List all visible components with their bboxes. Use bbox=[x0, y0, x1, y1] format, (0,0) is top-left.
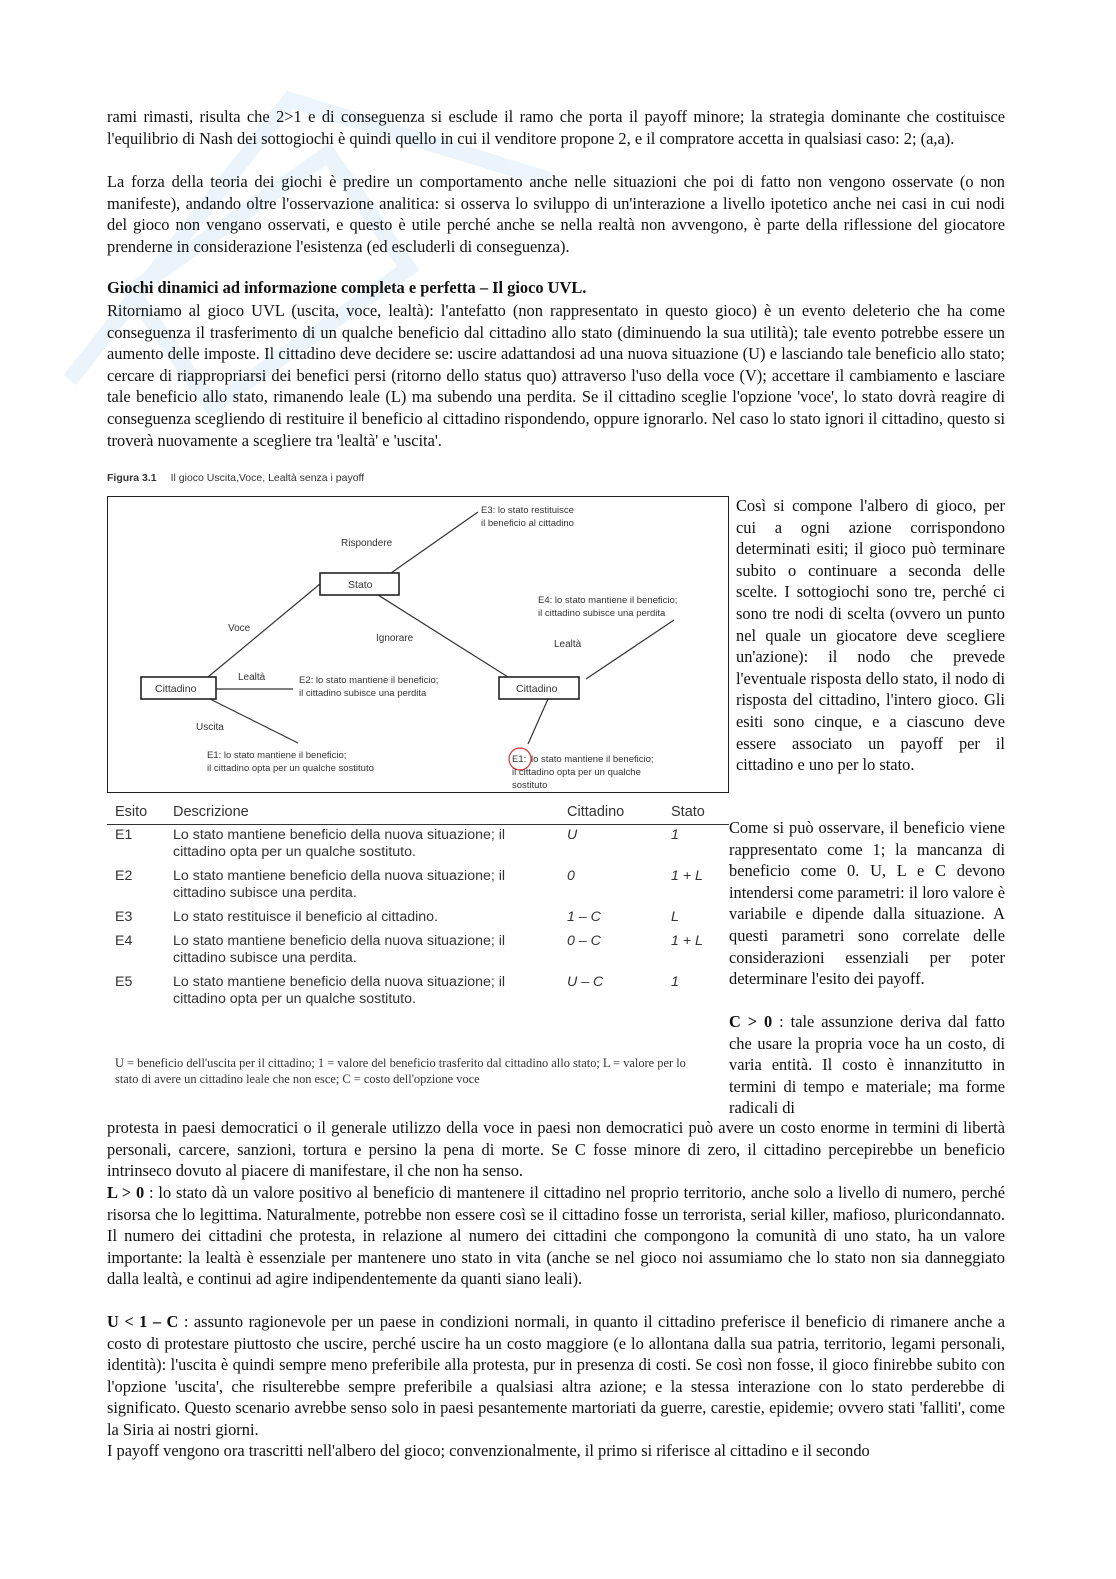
row-cittadino: 0 – C bbox=[567, 933, 601, 949]
row-cittadino: 1 – C bbox=[567, 909, 601, 925]
edge-uscita-1-label: Uscita bbox=[196, 722, 224, 733]
table-row bbox=[107, 825, 729, 867]
edge-ignorare-label: Ignorare bbox=[376, 633, 414, 644]
header-descrizione: Descrizione bbox=[173, 804, 249, 820]
edge-lealta-1-label: Lealtà bbox=[238, 672, 266, 683]
row-descrizione: Lo stato mantiene beneficio della nuova situazione; il cittadino opta per un qualche sostituto. bbox=[173, 974, 506, 1007]
assumption-u-label: U < 1 – C bbox=[107, 1312, 179, 1331]
table-row bbox=[107, 972, 729, 1013]
outcome-e5-line2: il cittadino opta per un qualche bbox=[512, 767, 641, 778]
outcome-e4-line1: E4: lo stato mantiene il beneficio; bbox=[538, 595, 678, 606]
header-stato: Stato bbox=[671, 804, 705, 820]
outcome-e2-line1: E2: lo stato mantiene il beneficio; bbox=[299, 675, 439, 686]
outcome-e5-line3: sostituto bbox=[512, 780, 548, 791]
table-row bbox=[107, 866, 729, 907]
outcome-e5-line1: lo stato mantiene il beneficio; bbox=[531, 754, 654, 765]
row-stato: 1 + L bbox=[671, 868, 703, 884]
side-paragraph-tree: Così si compone l'albero di gioco, per cui a ogni azione corrispondono determinati esiti; il gioco può terminare subito o continuare a seconda delle scelte. I sottogiochi sono tre, perché ci sono tre nodi di scelta (ovvero un punto nel quale un giocatore deve scegliere un'azione): il nodo che prevede l'eventuale risposta dello stato, il nodo di risposta del cittadino, l'intero gioco. Gli esiti sono cinque, e a ciascuno deve essere associato un payoff per il cittadino e uno per lo stato. bbox=[736, 496, 1005, 775]
header-cittadino: Cittadino bbox=[567, 804, 625, 820]
edge-uscita-1 bbox=[208, 698, 298, 743]
figure-caption bbox=[107, 472, 364, 484]
outcome-e4-line2: il cittadino subisce una perdita bbox=[538, 608, 666, 619]
figure-caption-text: Il gioco Uscita,Voce, Lealtà senza i payoff bbox=[170, 472, 365, 484]
assumption-c-label: C > 0 bbox=[729, 1012, 773, 1031]
edge-voce-label: Voce bbox=[228, 623, 251, 634]
row-esito: E5 bbox=[115, 974, 133, 990]
row-descrizione: Lo stato mantiene beneficio della nuova situazione; il cittadino subisce una perdita. bbox=[173, 868, 506, 901]
edge-voce bbox=[208, 584, 320, 677]
edge-uscita-2 bbox=[528, 699, 548, 744]
outcome-e2-line2: il cittadino subisce una perdita bbox=[299, 688, 427, 699]
header-esito: Esito bbox=[115, 804, 148, 820]
outcome-e1-line1: E1: lo stato mantiene il beneficio; bbox=[207, 750, 347, 761]
paragraph-assumption-u bbox=[107, 1311, 1005, 1441]
section-heading: Giochi dinamici ad informazione completa e perfetta – Il gioco UVL. bbox=[107, 278, 587, 297]
table-legend: U = beneficio dell'uscita per il cittadino; 1 = valore del beneficio trasferito dal cittadino allo stato; L = valore per lo stato di avere un cittadino leale che non esce; C = costo dell'opzione voce bbox=[115, 1056, 686, 1086]
row-stato: 1 bbox=[671, 974, 679, 990]
row-descrizione: Lo stato mantiene beneficio della nuova situazione; il cittadino opta per un qualche sostituto. bbox=[173, 827, 506, 860]
game-tree-svg bbox=[108, 497, 728, 792]
paragraph-intro: rami rimasti, risulta che 2>1 e di conseguenza si esclude il ramo che porta il payoff minore; la strategia dominante che costituisce l'equilibrio di Nash dei sottogiochi è quindi quello in cui il venditore propone 2, e il compratore accetta in qualsiasi caso: 2; (a,a). bbox=[107, 107, 1005, 148]
table-row bbox=[107, 931, 729, 972]
assumption-c-text: : tale assunzione deriva dal fatto che usare la propria voce ha un costo, di varia entità. Il costo è innanzitutto in termini di tempo e materiale; ma forme radicali di bbox=[729, 1012, 1005, 1118]
assumption-l-text: : lo stato dà un valore positivo al beneficio di mantenere il cittadino nel proprio territorio, anche solo a livello di numero, perché risorsa che lo legittima. Naturalmente, potrebbe non essere così se il cittadino fosse un terrorista, serial killer, mafioso, pluricondannato. Il numero dei cittadini che protesta, in relazione al numero dei cittadini che compongono la comunità di uno stato, ha un valore importante: la lealtà è essenziale per mantenere uno stato in vita (anche se nel gioco noi assumiamo che lo stato non sia danneggiato dalla lealtà, e continui ad agire indipendentemente da quanti siano leali). bbox=[107, 1183, 1005, 1289]
outcomes-table bbox=[107, 800, 729, 1013]
node-cittadino-2-label: Cittadino bbox=[516, 683, 558, 695]
edge-rispondere bbox=[391, 512, 478, 573]
assumption-l-label: L > 0 bbox=[107, 1183, 145, 1202]
assumption-u-text: : assunto ragionevole per un paese in condizioni normali, in quanto il cittadino preferisce il beneficio di rimanere anche a costo di protestare piuttosto che uscire, perché uscire ha un costo maggiore (e lo allontana dalla sua patria, territorio, legami personali, identità): l'uscita è quindi sempre meno preferibile alla protesta, pur in presenza di costi. Se così non fosse, il gioco finirebbe subito con l'opzione 'uscita', che risulterebbe sempre preferibile a qualsiasi altra azione; e la stessa interazione con lo stato perderebbe di significato. Questo scenario avrebbe senso solo in paesi pesantemente martoriati da guerre, carestie, epidemie; ovvero stati 'falliti', come la Siria ai nostri giorni. bbox=[107, 1312, 1006, 1439]
row-esito: E1 bbox=[115, 827, 133, 843]
game-tree-figure bbox=[107, 496, 729, 793]
row-descrizione: Lo stato restituisce il beneficio al cittadino. bbox=[173, 909, 438, 925]
row-esito: E2 bbox=[115, 868, 133, 884]
node-stato-label: Stato bbox=[348, 579, 373, 591]
paragraph-uvl: Ritorniamo al gioco UVL (uscita, voce, lealtà): l'antefatto (non rappresentato in questo gioco) è un evento deleterio che ha come conseguenza il trasferimento di un qualche beneficio dal cittadino allo stato (diminuendo la sua utilità); tale evento potrebbe essere un aumento delle imposte. Il cittadino deve decidere se: uscire adattandosi ad una nuova situazione (U) e lasciando tale beneficio allo stato; cercare di riappropriarsi dei benefici persi (ritorno dello status quo) attraverso l'uso della voce (V); accettare il cambiamento e lasciare tale beneficio allo stato, rimanendo leale (L) ma subendo una perdita. Se il cittadino sceglie l'opzione 'voce', lo stato dovrà reagire di conseguenza scegliendo di restituire il beneficio al cittadino rispondendo, oppure ignorarlo. Nel caso lo stato ignori il cittadino, questo si troverà nuovamente a scegliere tra 'lealtà' e 'uscita'. bbox=[107, 301, 1005, 450]
row-esito: E3 bbox=[115, 909, 133, 925]
paragraph-theory: La forza della teoria dei giochi è predire un comportamento anche nelle situazioni che poi di fatto non vengono osservate (o non manifeste), andando oltre l'osservazione analitica: si osserva lo sviluppo di un'interazione a livello ipotetico anche nei casi in cui nodi del gioco non vengano osservati, e questo è utile perché anche se nella realtà non avvengono, è parte della riflessione del giocatore prenderne in considerazione l'esistenza (ed escluderli di conseguenza). bbox=[107, 172, 1005, 256]
row-stato: 1 + L bbox=[671, 933, 703, 949]
row-cittadino: U – C bbox=[567, 974, 604, 990]
paragraph-assumption-l bbox=[107, 1182, 1005, 1290]
outcome-e3-line2: il beneficio al cittadino bbox=[481, 518, 574, 529]
row-cittadino: 0 bbox=[567, 868, 575, 884]
edge-lealta-2 bbox=[586, 620, 674, 679]
side-paragraph-benefit: Come si può osservare, il beneficio viene rappresentato come 1; la mancanza di beneficio come 0. U, L e C devono intendersi come parametri: il loro valore è variabile e dipende dalla situazione. A questi parametri sono correlate delle considerazioni essenziali per poter determinare l'esito dei payoff. bbox=[729, 818, 1005, 989]
row-cittadino: U bbox=[567, 827, 578, 843]
row-stato: L bbox=[671, 909, 679, 925]
figure-number: Figura 3.1 bbox=[107, 472, 157, 484]
outcome-e1-line2: il cittadino opta per un qualche sostituto bbox=[207, 763, 374, 774]
table-header-row bbox=[107, 800, 729, 825]
table-row bbox=[107, 907, 729, 931]
row-stato: 1 bbox=[671, 827, 679, 843]
paragraph-cost-continued: protesta in paesi democratici o il generale utilizzo della voce in paesi non democratici può avere un costo enorme in termini di libertà personali, carcere, sanzioni, tortura e persino la pena di morte. Se C fosse minore di zero, il cittadino percepirebbe un beneficio intrinseco dovuto al piacere di manifestare, il che non ha senso. bbox=[107, 1118, 1005, 1181]
outcome-e5-tag: E1: bbox=[512, 754, 527, 765]
edge-lealta-2-label: Lealtà bbox=[554, 639, 582, 650]
paragraph-payoff: I payoff vengono ora trascritti nell'albero del gioco; convenzionalmente, il primo si riferisce al cittadino e il secondo bbox=[107, 1441, 870, 1460]
node-cittadino-1-label: Cittadino bbox=[155, 683, 197, 695]
outcome-e3-line1: E3: lo stato restituisce bbox=[481, 505, 574, 516]
row-esito: E4 bbox=[115, 933, 133, 949]
side-paragraph-cost bbox=[729, 1011, 1005, 1119]
row-descrizione: Lo stato mantiene beneficio della nuova situazione; il cittadino subisce una perdita. bbox=[173, 933, 506, 966]
edge-rispondere-label: Rispondere bbox=[341, 538, 393, 549]
